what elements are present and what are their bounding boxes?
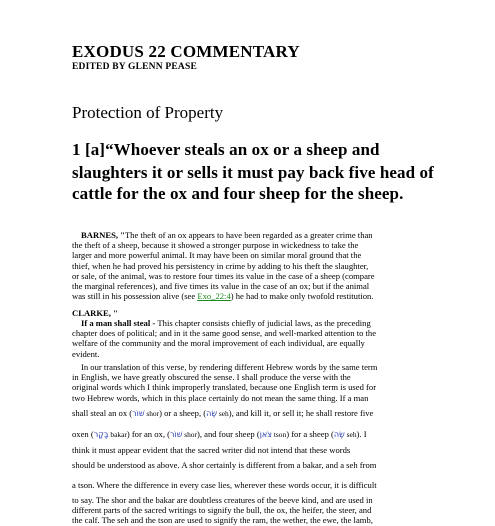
document-subtitle: EDITED BY GLENN PEASE <box>72 62 198 72</box>
barnes-label: BARNES, " <box>81 230 125 240</box>
scripture-reference-link[interactable]: Exo_22:4 <box>197 291 231 302</box>
text-fragment: ). I <box>356 428 367 439</box>
clarke-p2-line-9: a tson. Where the difference in every case lies, wherever these words occur, it is difficult <box>72 480 377 491</box>
barnes-commentary <box>72 230 424 301</box>
clarke-text-1: This chapter consists chiefly of judicial laws, as the preceding <box>157 318 371 328</box>
transliteration-bakar: bakar <box>108 429 127 439</box>
barnes-line-7 <box>72 291 424 301</box>
barnes-line-7-pre: was still in his possession alive (see <box>72 291 198 302</box>
hebrew-word-shor: שׁוֹר <box>170 429 183 439</box>
text-fragment: ) for a sheep ( <box>286 428 334 439</box>
verse-line-1: 1 [a]“Whoever steals an ox or a sheep and <box>72 140 380 159</box>
barnes-line-4: thief, when he had proved his persistency in crime by adding to his theft the slaughter, <box>72 260 369 271</box>
clarke-line-1 <box>72 318 424 328</box>
text-fragment: ), and four sheep ( <box>196 428 260 439</box>
transliteration-tson: tson <box>272 429 287 439</box>
clarke-p2-line-3: original words which I think improperly translated, because one English term is used for <box>72 382 377 393</box>
text-fragment: ), and kill it, or sell it; he shall restore five <box>228 407 374 418</box>
clarke-label: CLARKE, " <box>72 308 118 318</box>
barnes-line-7-post: ) he had to make only twofold restitution. <box>230 291 374 302</box>
text-fragment: ) or a sheep, ( <box>159 407 207 418</box>
transliteration-shor: shor <box>182 429 197 439</box>
hebrew-word-tson: צֹאן <box>259 429 273 439</box>
transliteration-shor: shor <box>144 408 160 418</box>
clarke-p2-line-2: in English, we have greatly obscured the sense. I shall produce the verse with the <box>72 372 351 383</box>
text-fragment: oxen ( <box>72 428 94 439</box>
verse-line-3: cattle for the ox and four sheep for the sheep. <box>72 184 404 203</box>
barnes-line-5: or sale, of the animal, was to restore four times its value in the case of a sheep (compare <box>72 270 375 281</box>
clarke-commentary-intro <box>72 318 424 359</box>
barnes-line-2: the theft of a sheep, because it showed a stronger purpose in wickedness to take the <box>72 240 359 251</box>
clarke-p2-line-5 <box>72 403 424 424</box>
document-title: EXODUS 22 COMMENTARY <box>72 42 300 61</box>
clarke-line-2: chapter does of political; and in it the same good sense, and well-marked attention to the <box>72 328 377 339</box>
clarke-p2-line-4: two Hebrew words, which in this place certainly do not mean the same thing. If a man <box>72 392 369 403</box>
text-fragment: shall steal an ox ( <box>72 407 133 418</box>
clarke-p2-line-6 <box>72 424 424 445</box>
clarke-p2-line-10: to say. The shor and the bakar are doubtless creatures of the beeve kind, and are used in <box>72 495 373 506</box>
hebrew-word-bakar: בָּקָר <box>93 429 109 439</box>
transliteration-seh: seh <box>217 408 229 418</box>
clarke-p2-line-1: In our translation of this verse, by rendering different Hebrew words by the same term <box>81 362 378 372</box>
clarke-p2-line-12: the calf. The seh and the tson are used to signify the ram, the wether, the ewe, the lamb, <box>72 515 373 526</box>
clarke-p2-line-7: think it must appear evident that the sacred writer did not intend that these words <box>72 444 351 455</box>
clarke-commentary-body <box>72 362 424 526</box>
verse-line-2: slaughters it or sells it must pay back five head of <box>72 163 434 182</box>
hebrew-word-shor: שׁוֹר <box>132 408 145 418</box>
section-heading: Protection of Property <box>72 103 224 122</box>
clarke-p2-line-8: should be understood as above. A shor certainly is different from a bakar, and a seh from <box>72 460 377 471</box>
barnes-line-6: the marginal references), and five times its value in the case of an ox; but if the animal <box>72 281 370 292</box>
clarke-line-3: welfare of the community and the moral improvement of each individual, are equally <box>72 338 365 349</box>
transliteration-seh: seh <box>344 429 357 439</box>
clarke-line-4: evident. <box>72 348 100 359</box>
hebrew-word-seh: שֶׂה <box>206 408 218 418</box>
barnes-text-1: The theft of an ox appears to have been regarded as a greater crime than <box>124 230 373 240</box>
clarke-p2-line-11: different parts of the sacred writings to signify the bull, the ox, the heifer, the steer, and <box>72 505 372 516</box>
clarke-subhead: If a man shall steal - <box>81 318 158 328</box>
text-fragment: ) for an ox, ( <box>126 428 171 439</box>
hebrew-word-seh: שֶׂה <box>333 429 345 439</box>
barnes-line-1 <box>72 230 424 240</box>
barnes-line-3: larger and more powerful animal. It may have been on similar moral ground that the <box>72 250 362 261</box>
